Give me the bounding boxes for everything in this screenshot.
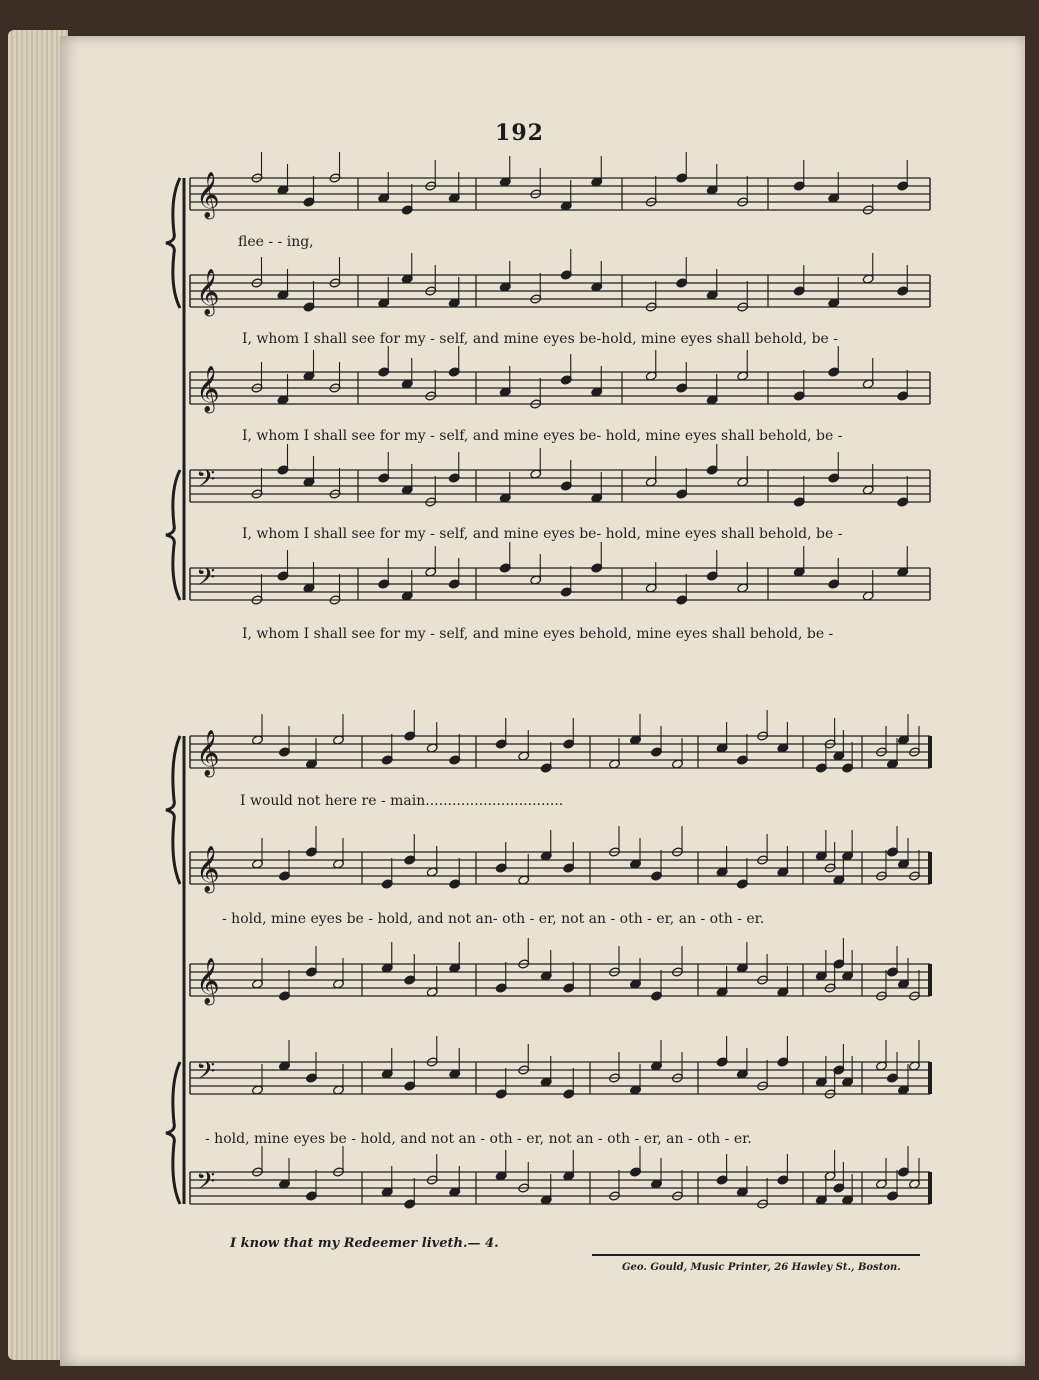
lyric-system2-line1: I would not here re - main...............................	[240, 793, 564, 809]
lyric-system1-line1: flee - - ing,	[238, 234, 314, 250]
treble-clef-icon: 𝄞	[196, 730, 220, 776]
footer-title: I know that my Redeemer liveth.— 4.	[230, 1236, 499, 1251]
page-number: 192	[495, 120, 544, 146]
lyric-system1-line3: I, whom I shall see for my - self, and mine eyes be- hold, mine eyes shall behold, be -	[242, 428, 843, 444]
treble-clef-icon: 𝄞	[196, 366, 220, 412]
bass-clef-icon: 𝄢	[196, 465, 216, 500]
upper-brace	[166, 178, 180, 308]
lyric-system1-line5: I, whom I shall see for my - self, and mine eyes behold, mine eyes shall behold, be -	[242, 626, 834, 642]
lyric-system1-line4: I, whom I shall see for my - self, and mine eyes be- hold, mine eyes shall behold, be -	[242, 526, 843, 542]
lower-brace	[166, 1062, 180, 1204]
treble-clef-icon: 𝄞	[196, 958, 220, 1004]
treble-clef-icon: 𝄞	[196, 269, 220, 315]
treble-clef-icon: 𝄞	[196, 172, 220, 218]
bass-clef-icon: 𝄢	[196, 563, 216, 598]
footer-rule	[592, 1254, 920, 1256]
lower-brace	[166, 470, 180, 600]
upper-brace	[166, 736, 180, 884]
lyric-system2-line2: - hold, mine eyes be - hold, and not an- oth - er, not an - oth - er, an - oth - er.	[222, 911, 765, 927]
footer-printer: Geo. Gould, Music Printer, 26 Hawley St., Boston.	[622, 1262, 901, 1273]
lyric-system1-line2: I, whom I shall see for my - self, and mine eyes be-hold, mine eyes shall behold, be -	[242, 331, 839, 347]
bass-clef-icon: 𝄢	[196, 1167, 216, 1202]
lyric-system2-line3: - hold, mine eyes be - hold, and not an - oth - er, not an - oth - er, an - oth - er.	[205, 1131, 752, 1147]
bass-clef-icon: 𝄢	[196, 1057, 216, 1092]
treble-clef-icon: 𝄞	[196, 846, 220, 892]
